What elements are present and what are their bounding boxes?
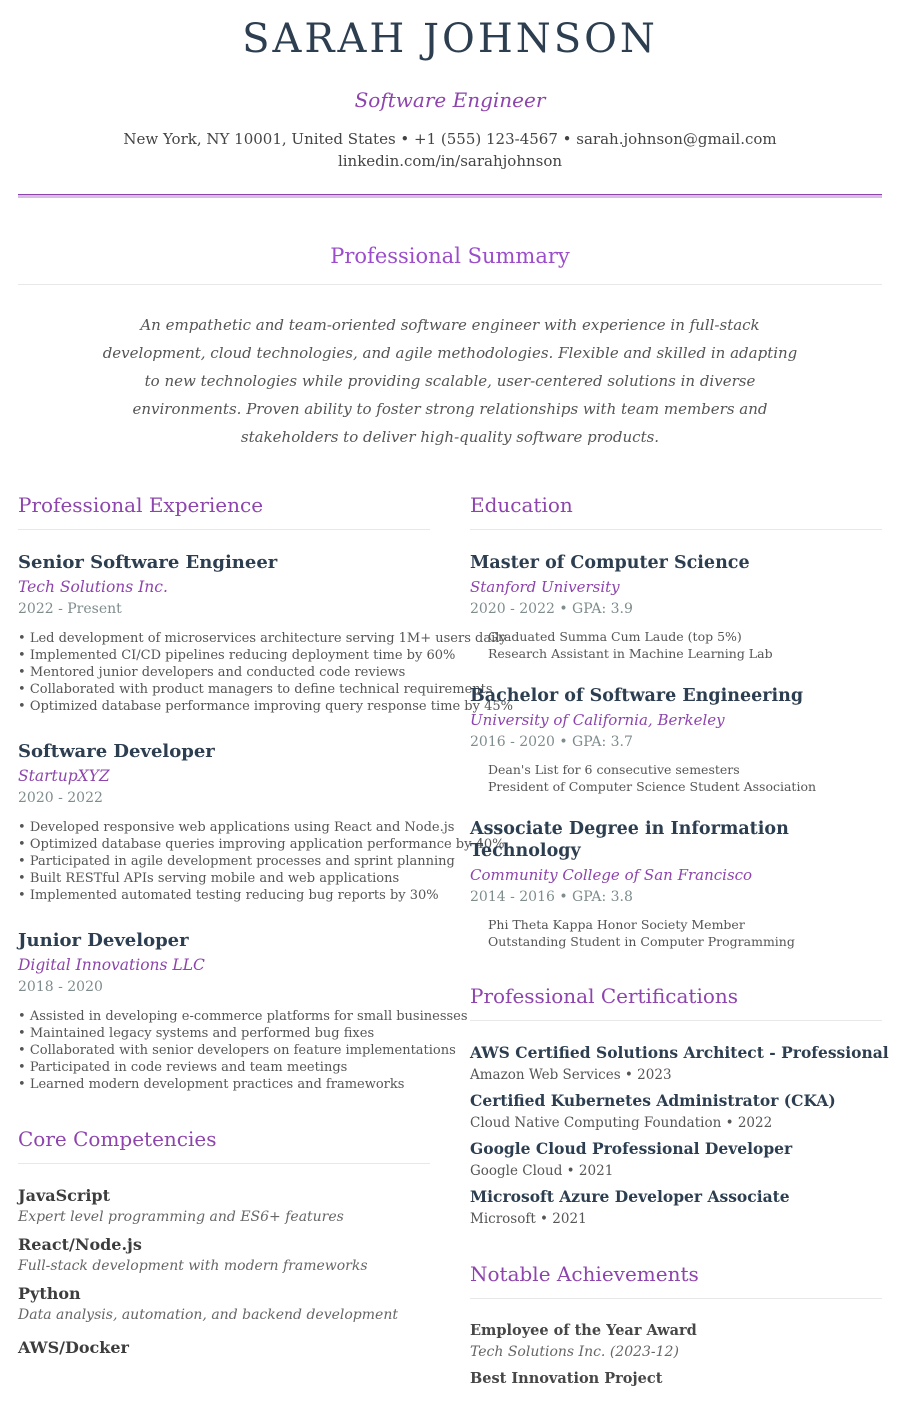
degree-school: Community College of San Francisco xyxy=(470,866,753,884)
job-title: Senior Software Engineer xyxy=(18,552,278,573)
job-entry xyxy=(18,741,505,904)
resume-header xyxy=(18,16,882,198)
certifications-section xyxy=(470,984,889,1228)
header-divider xyxy=(18,194,882,198)
job-bullets xyxy=(18,819,505,904)
degree-details xyxy=(488,761,882,795)
degree-dates: 2020 - 2022 • GPA: 3.9 xyxy=(470,601,633,617)
job-title: Junior Developer xyxy=(18,930,189,951)
certifications-heading: Professional Certifications xyxy=(470,984,882,1021)
job-bullet: • Participated in code reviews and team meetings xyxy=(18,1059,430,1076)
skill-name: AWS/Docker xyxy=(18,1338,129,1357)
job-dates: 2020 - 2022 xyxy=(18,790,103,806)
job-entry xyxy=(18,930,468,1093)
skill-entry-clipped xyxy=(18,1338,430,1357)
certification-name: Microsoft Azure Developer Associate xyxy=(470,1187,790,1206)
degree-detail: Research Assistant in Machine Learning Lab xyxy=(488,646,773,661)
job-bullet: • Optimized database queries improving application performance by 40% xyxy=(18,836,430,853)
degree-name: Associate Degree in Information Technology xyxy=(470,819,789,861)
competencies-section xyxy=(18,1127,430,1357)
degree-school: University of California, Berkeley xyxy=(470,711,725,729)
two-column-body xyxy=(18,493,889,1422)
achievement-name: Employee of the Year Award xyxy=(470,1322,697,1339)
job-bullet: • Maintained legacy systems and performed bug fixes xyxy=(18,1025,430,1042)
job-bullet: • Optimized database performance improving query response time by 45% xyxy=(18,698,430,715)
skill-entry xyxy=(18,1235,430,1275)
skill-entry xyxy=(18,1186,430,1226)
job-bullet: • Collaborated with senior developers on feature implementations xyxy=(18,1042,430,1059)
degree-entry xyxy=(470,818,882,950)
skill-entry xyxy=(18,1284,430,1324)
skill-description: Data analysis, automation, and backend development xyxy=(18,1307,398,1323)
certification-name: AWS Certified Solutions Architect - Professional xyxy=(470,1043,889,1062)
degree-detail: Outstanding Student in Computer Programming xyxy=(488,934,795,949)
job-company: Tech Solutions Inc. xyxy=(18,578,168,596)
job-bullet: • Participated in agile development processes and sprint planning xyxy=(18,853,430,870)
certification-entry xyxy=(470,1187,882,1228)
skill-name: JavaScript xyxy=(18,1186,110,1205)
job-bullets xyxy=(18,630,513,715)
competencies-heading: Core Competencies xyxy=(18,1127,430,1164)
experience-heading: Professional Experience xyxy=(18,493,430,530)
degree-name: Bachelor of Software Engineering xyxy=(470,686,804,706)
degree-detail: Graduated Summa Cum Laude (top 5%) xyxy=(488,629,742,644)
certification-issuer: Google Cloud • 2021 xyxy=(470,1163,614,1179)
candidate-name: SARAH JOHNSON xyxy=(242,16,658,62)
achievement-name: Best Innovation Project xyxy=(470,1370,663,1387)
certification-name: Google Cloud Professional Developer xyxy=(470,1139,793,1158)
certification-issuer: Amazon Web Services • 2023 xyxy=(470,1067,672,1083)
left-column xyxy=(18,493,513,1422)
achievements-section xyxy=(470,1262,882,1388)
job-bullet: • Implemented automated testing reducing bug reports by 30% xyxy=(18,887,430,904)
certification-entry xyxy=(470,1091,882,1132)
right-column xyxy=(470,493,889,1422)
job-bullet: • Developed responsive web applications using React and Node.js xyxy=(18,819,430,836)
education-heading: Education xyxy=(470,493,882,530)
degree-detail: Phi Theta Kappa Honor Society Member xyxy=(488,917,745,932)
experience-section xyxy=(18,493,513,1093)
job-title: Software Developer xyxy=(18,741,215,762)
job-bullet: • Collaborated with product managers to define technical requirements xyxy=(18,681,430,698)
summary-divider xyxy=(18,284,882,285)
certification-entry xyxy=(470,1043,889,1084)
contact-line-2: linkedin.com/in/sarahjohnson xyxy=(337,152,563,170)
skill-description: Expert level programming and ES6+ features xyxy=(18,1209,344,1225)
summary-text: An empathetic and team-oriented software engineer with experience in full-stack development, cloud technologies, and agile methodologies. Flexible and skilled in adapting to new technologies while providing scalable, user-centered solutions in diverse environments. Proven ability to foster strong relationships with team members and stakeholders to deliver high-quality software products. xyxy=(102,316,798,446)
job-company: Digital Innovations LLC xyxy=(18,956,205,974)
job-bullet: • Learned modern development practices and frameworks xyxy=(18,1076,430,1093)
achievements-heading: Notable Achievements xyxy=(470,1262,882,1299)
degree-details xyxy=(488,628,882,662)
degree-name: Master of Computer Science xyxy=(470,553,750,573)
degree-entry xyxy=(470,685,882,795)
certification-issuer: Cloud Native Computing Foundation • 2022 xyxy=(470,1115,773,1131)
job-company: StartupXYZ xyxy=(18,767,110,785)
certification-entry xyxy=(470,1139,882,1180)
degree-details xyxy=(488,916,882,950)
skill-name: React/Node.js xyxy=(18,1235,142,1254)
job-bullet: • Implemented CI/CD pipelines reducing deployment time by 60% xyxy=(18,647,430,664)
contact-info xyxy=(18,128,882,172)
job-dates: 2018 - 2020 xyxy=(18,979,103,995)
achievement-detail: Tech Solutions Inc. (2023-12) xyxy=(470,1344,679,1360)
job-dates: 2022 - Present xyxy=(18,601,122,617)
candidate-title: Software Engineer xyxy=(354,88,546,112)
degree-detail: President of Computer Science Student Association xyxy=(488,779,817,794)
certification-issuer: Microsoft • 2021 xyxy=(470,1211,587,1227)
job-bullet: • Assisted in developing e-commerce platforms for small businesses xyxy=(18,1008,430,1025)
summary-heading: Professional Summary xyxy=(330,244,570,268)
job-bullet: • Built RESTful APIs serving mobile and web applications xyxy=(18,870,430,887)
skill-name: Python xyxy=(18,1284,81,1303)
skill-description: Full-stack development with modern frameworks xyxy=(18,1258,368,1274)
job-bullet: • Led development of microservices architecture serving 1M+ users daily xyxy=(18,630,430,647)
degree-detail: Dean's List for 6 consecutive semesters xyxy=(488,762,740,777)
education-section xyxy=(470,493,882,950)
certification-name: Certified Kubernetes Administrator (CKA) xyxy=(470,1091,836,1110)
degree-entry xyxy=(470,552,882,662)
degree-dates: 2016 - 2020 • GPA: 3.7 xyxy=(470,734,633,750)
degree-school: Stanford University xyxy=(470,578,620,596)
job-bullets xyxy=(18,1008,468,1093)
achievement-entry xyxy=(470,1369,882,1388)
summary-section xyxy=(18,244,882,451)
job-entry xyxy=(18,552,513,715)
degree-dates: 2014 - 2016 • GPA: 3.8 xyxy=(470,889,633,905)
contact-line-1: New York, NY 10001, United States • +1 (555) 123-4567 • sarah.johnson@gmail.com xyxy=(123,130,777,148)
achievement-entry xyxy=(470,1321,882,1361)
job-bullet: • Mentored junior developers and conducted code reviews xyxy=(18,664,430,681)
